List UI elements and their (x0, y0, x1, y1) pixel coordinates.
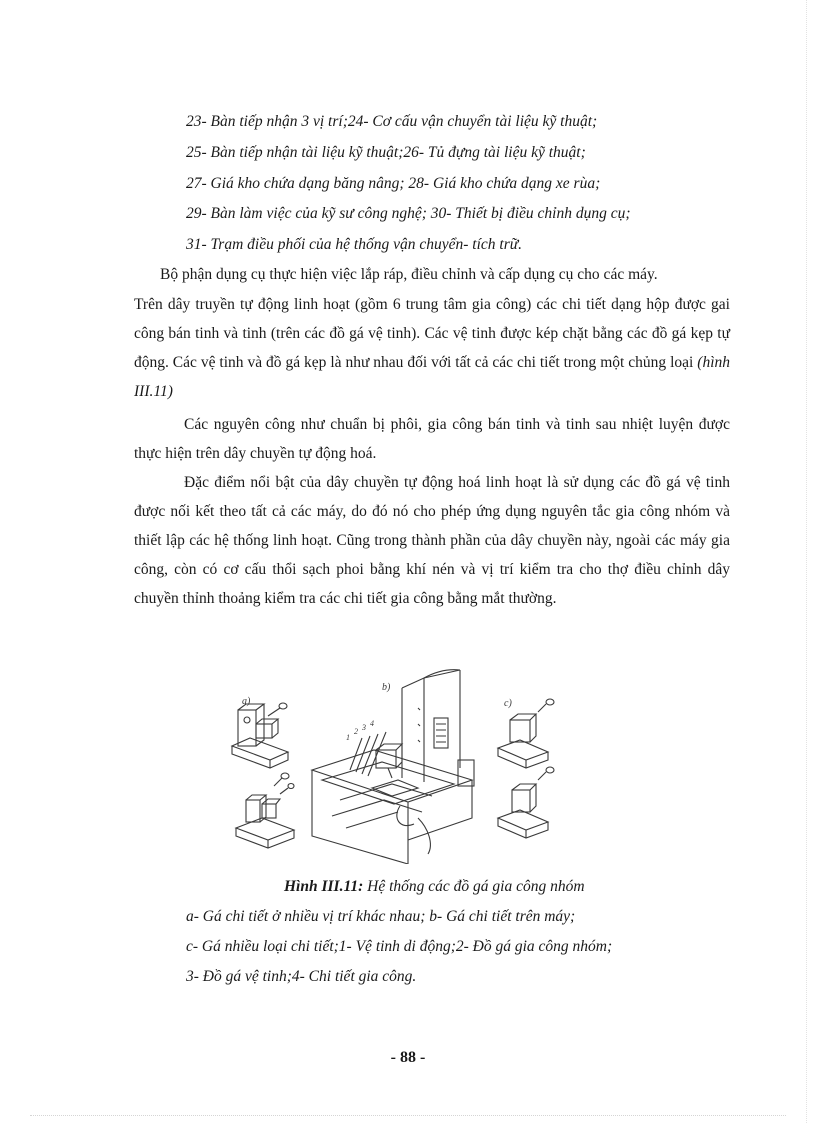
fixture-c-bottom (498, 767, 554, 838)
legend-line-29: 29- Bàn làm việc của kỹ sư công nghệ; 30- Thiết bị điều chỉnh dụng cụ; (186, 205, 631, 222)
fixture-b-machine (312, 670, 474, 864)
paragraph-2-text: Trên dây truyền tự động linh hoạt (gồm 6 trung tâm gia công) các chi tiết dạng hộp được gai công bán tinh và tinh (trên các đồ gá vệ tinh). Các vệ tinh được kép chặt bằng các đồ gá kẹp tự động. Các vệ tinh và đồ gá kẹp là như nhau đối với tất cả các chi tiết trong một chủng loại (134, 296, 730, 371)
paragraph-4: Đặc điểm nổi bật của dây chuyền tự động hoá linh hoạt là sử dụng các đồ gá vệ tinh được nối kết theo tất cả các máy, do đó nó cho phép ứng dụng nguyên tắc gia công nhóm và thiết lập các hệ thống linh hoạt. Cũng trong thành phần của dây chuyền này, ngoài các máy gia công, còn có cơ cấu thổi sạch phoi bằng khí nén và vị trí kiểm tra cho thợ điều chỉnh dây chuyền thỉnh thoảng kiểm tra các chi tiết gia công bằng mắt thường. (134, 474, 730, 607)
fixture-c-top (498, 699, 554, 768)
legend-line-23: 23- Bàn tiếp nhận 3 vị trí;24- Cơ cấu vận chuyển tài liệu kỹ thuật; (186, 113, 598, 130)
figure-caption-title (284, 878, 585, 896)
figure-caption-line-1: a- Gá chi tiết ở nhiều vị trí khác nhau; b- Gá chi tiết trên máy; (186, 908, 576, 925)
figure-label-c: c) (504, 698, 512, 709)
figure-number-2: 2 (354, 727, 358, 736)
legend-line-31: 31- Trạm điều phối của hệ thống vận chuyển- tích trữ. (186, 236, 523, 253)
figure-number-4: 4 (370, 719, 374, 728)
figure-caption-line-2: c- Gá nhiều loại chi tiết;1- Vệ tinh di động;2- Đồ gá gia công nhóm; (186, 938, 613, 955)
figure-caption-text: Hệ thống các đồ gá gia công nhóm (363, 878, 585, 895)
figure-number-3: 3 (362, 723, 366, 732)
figure-fixture-systems (222, 668, 558, 864)
paragraph-1: Bộ phận dụng cụ thực hiện việc lắp ráp, điều chỉnh và cấp dụng cụ cho các máy. (160, 266, 658, 283)
legend-line-27: 27- Giá kho chứa dạng băng nâng; 28- Giá kho chứa dạng xe rùa; (186, 175, 601, 192)
figure-caption-label: Hình III.11: (284, 878, 364, 895)
figure-label-b: b) (382, 682, 391, 693)
figure-reference: (hình III.11) (134, 354, 730, 400)
paragraph-3: Các nguyên công như chuẩn bị phôi, gia công bán tinh và tinh sau nhiệt luyện được thực hiện trên dây chuyền tự động hoá. (134, 416, 730, 462)
fixture-a-top (232, 703, 288, 768)
figure-number-1: 1 (346, 733, 350, 742)
page-bottom-rule (30, 1115, 786, 1116)
paragraph-2 (134, 290, 730, 406)
legend-line-25: 25- Bàn tiếp nhận tài liệu kỹ thuật;26- Tủ đựng tài liệu kỹ thuật; (186, 144, 586, 161)
fixture-a-bottom (236, 773, 294, 848)
page-right-edge (806, 0, 807, 1123)
fixture-drawing (222, 668, 558, 864)
page-number: - 88 - (390, 1049, 426, 1066)
figure-caption-line-3: 3- Đồ gá vệ tinh;4- Chi tiết gia công. (186, 968, 417, 985)
figure-label-a: a) (242, 696, 251, 707)
